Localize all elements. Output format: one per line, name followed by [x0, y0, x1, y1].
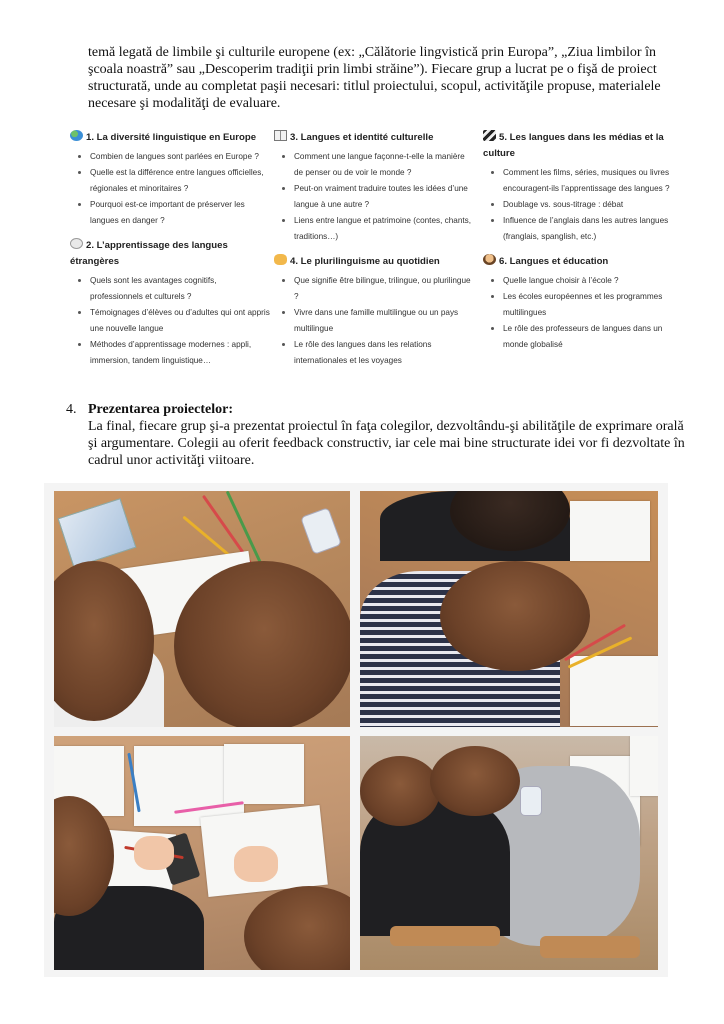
phone-shape: [520, 786, 542, 816]
photo-students-writing-1: [54, 491, 350, 727]
section-body: [88, 401, 686, 469]
section-4: [66, 401, 686, 469]
list-item: Pourquoi est-ce important de préserver les langues en danger ?: [70, 197, 270, 229]
topics-screenshot: [70, 130, 670, 385]
paper-sheet: [570, 501, 650, 561]
topic-1-heading: [70, 130, 270, 146]
list-item: Liens entre langue et patrimoine (contes, chants, traditions…): [274, 213, 474, 245]
topic-4-list: [274, 273, 474, 369]
paper-sheet: [224, 744, 304, 804]
student-hair: [430, 746, 520, 816]
hand-shape: [134, 836, 174, 870]
hand-shape: [234, 846, 278, 882]
topics-column-3: [483, 130, 673, 362]
list-item: Peut-on vraiment traduire toutes les idées d’une langue à une autre ?: [274, 181, 474, 213]
student-hair: [440, 561, 590, 671]
clapperboard-icon: [483, 130, 496, 141]
topic-2-heading: [70, 238, 270, 270]
topic-3-title: 3. Langues et identité culturelle: [290, 132, 434, 143]
student-hair: [174, 561, 350, 727]
section-text: La final, fiecare grup şi-a prezentat proiectul în faţa colegilor, dezvoltându-şi abilităţile de exprimare orală şi argumentare. Colegii au oferit feedback constructiv, iar cele mai bine structurate idei vor fi dezvoltate în cadrul unor activităţi viitoare.: [88, 419, 685, 468]
chair-shape: [540, 936, 640, 958]
topic-4-title: 4. Le plurilinguisme au quotidien: [290, 256, 440, 267]
photo-students-writing-3: [54, 736, 350, 970]
topic-1-title: 1. La diversité linguistique en Europe: [86, 132, 257, 143]
topic-6-heading: [483, 254, 673, 270]
list-item: Quels sont les avantages cognitifs, professionnels et culturels ?: [70, 273, 270, 305]
phone-shape: [300, 507, 342, 555]
chair-shape: [390, 926, 500, 946]
list-item: Le rôle des professeurs de langues dans un monde globalisé: [483, 321, 673, 353]
topic-2: [70, 238, 270, 369]
topic-3-list: [274, 149, 474, 245]
topics-column-2: [274, 130, 474, 378]
topic-5-list: [483, 165, 673, 245]
list-item: Influence de l’anglais dans les autres langues (franglais, spanglish, etc.): [483, 213, 673, 245]
handshake-icon: [274, 254, 287, 265]
topic-5: [483, 130, 673, 245]
teacher-icon: [483, 254, 496, 265]
list-item: Combien de langues sont parlées en Europe ?: [70, 149, 270, 165]
topic-3-heading: [274, 130, 474, 146]
list-item: Vivre dans une famille multilingue ou un pays multilingue: [274, 305, 474, 337]
list-item: Que signifie être bilingue, trilingue, ou plurilingue ?: [274, 273, 474, 305]
topic-5-heading: [483, 130, 673, 162]
globe-icon: [70, 130, 83, 141]
list-item: Comment une langue façonne-t-elle la manière de penser ou de voir le monde ?: [274, 149, 474, 181]
photo-students-writing-4: [360, 736, 658, 970]
topic-6-list: [483, 273, 673, 353]
paper-sheet: [630, 736, 658, 796]
topic-4: [274, 254, 474, 369]
photo-students-writing-2: [360, 491, 658, 727]
list-item: Quelle langue choisir à l’école ?: [483, 273, 673, 289]
topic-6: [483, 254, 673, 353]
section-heading: Prezentarea proiectelor:: [88, 402, 233, 417]
topic-2-list: [70, 273, 270, 369]
topic-3: [274, 130, 474, 245]
book-shape: [58, 498, 137, 568]
topic-6-title: 6. Langues et éducation: [499, 256, 609, 267]
paper-sheet: [570, 656, 658, 726]
topic-1-list: [70, 149, 270, 229]
book-icon: [274, 130, 287, 141]
topics-column-1: [70, 130, 270, 378]
intro-paragraph: temă legată de limbile şi culturile europene (ex: „Călătorie lingvistică prin Europa”, „Ziua limbilor în şcoala noastră” sau „Descoperim tradiţii prin limbi străine”). Fiecare grup a lucrat pe o fişă de proiect structurată, unde au completat paşii necesari: titlul proiectului, scopul, activităţile propuse, materialele necesare şi modalităţi de evaluare.: [88, 45, 661, 111]
list-item: Les écoles européennes et les programmes multilingues: [483, 289, 673, 321]
list-item: Méthodes d’apprentissage modernes : appli, immersion, tandem linguistique…: [70, 337, 270, 369]
list-item: Quelle est la différence entre langues officielles, régionales et minoritaires ?: [70, 165, 270, 197]
photo-collage: [44, 483, 668, 977]
topic-4-heading: [274, 254, 474, 270]
topic-1: [70, 130, 270, 229]
list-item: Doublage vs. sous-titrage : débat: [483, 197, 673, 213]
list-item: Témoignages d’élèves ou d’adultes qui ont appris une nouvelle langue: [70, 305, 270, 337]
topic-5-title: 5. Les langues dans les médias et la culture: [483, 132, 664, 159]
list-item: Le rôle des langues dans les relations internationales et les voyages: [274, 337, 474, 369]
section-number: 4.: [66, 402, 77, 417]
student-hair: [244, 886, 350, 970]
list-item: Comment les films, séries, musiques ou livres encouragent-ils l’apprentissage des langues ?: [483, 165, 673, 197]
topic-2-title: 2. L’apprentissage des langues étrangères: [70, 240, 228, 267]
student-hair: [360, 756, 440, 826]
speech-bubble-icon: [70, 238, 83, 249]
